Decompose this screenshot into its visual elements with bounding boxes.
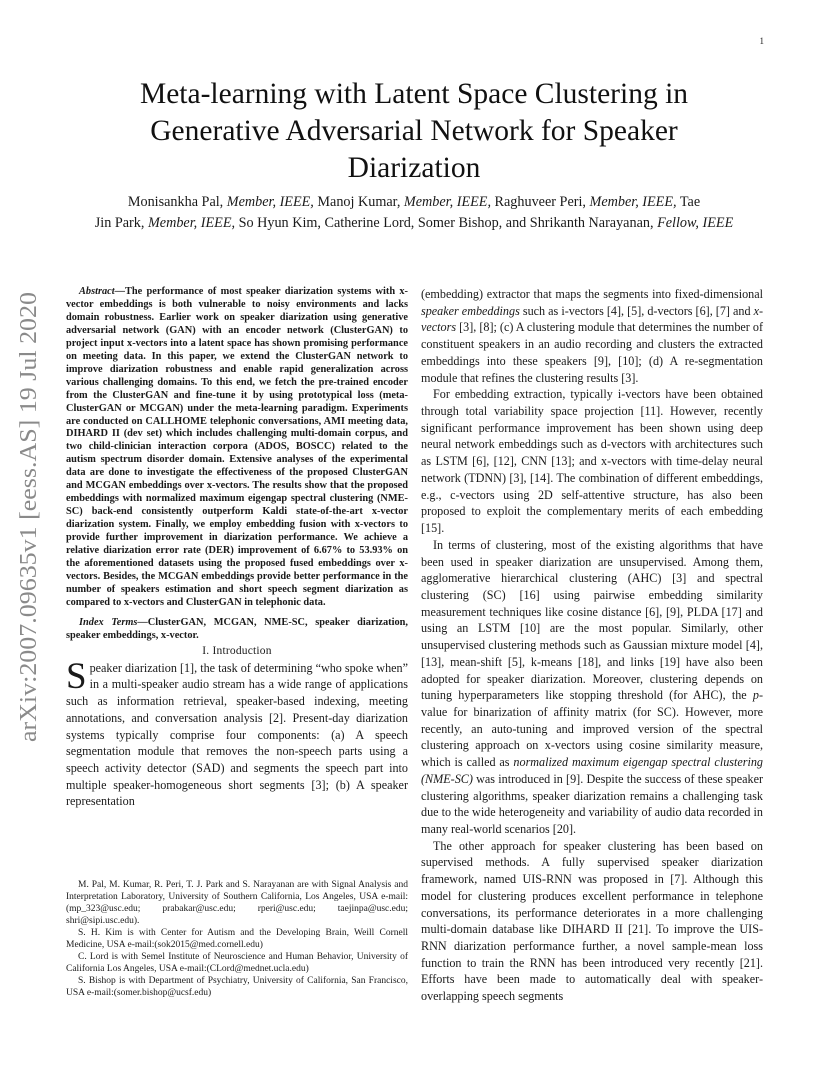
text-run: was introduced in [9]. Despite the success of these speaker clustering algorithms, speaker diarization remains a challenging task due to the wide heterogeneity and variability of audio data recorded in many real-world scenarios [20]. bbox=[421, 771, 763, 836]
title-line: Generative Adversarial Network for Speaker bbox=[150, 115, 678, 147]
page-number: 1 bbox=[759, 36, 764, 46]
body-paragraph: The other approach for speaker clustering has been based on supervised methods. A fully supervised speaker diarization framework, named UIS-RNN was proposed in [7]. Although this model for clustering produces excellent performance in telephone conversations, its performance deteriorates in a more challenging multi-domain database like DIHARD II [21]. To improve the UIS-RNN diarization performance further, a novel sample-mean loss function to train the RNN has been introduced very recently [21]. Efforts have been made to automatically deal with speaker-overlapping speech segments bbox=[421, 838, 763, 1004]
author-name: So Hyun Kim, Catherine Lord, Somer Bishop, and Shrikanth Narayanan, bbox=[235, 214, 658, 231]
abstract-text: —The performance of most speaker diarization systems with x-vector embeddings is both vulnerable to noisy environments and lacks domain robustness. Earlier work on speaker diarization using generative adversarial network (GAN) with an encoder network (ClusterGAN) to project input x-vectors into a latent space has shown promising performance on meeting data. In this paper, we extend the ClusterGAN network to improve diarization robustness and enable rapid generalization across various challenging domains. To this end, we fetch the pre-trained encoder from the ClusterGAN and fine-tune it by using prototypical loss (meta-ClusterGAN or MCGAN) under the meta-learning paradigm. Experiments are conducted on CALLHOME telephonic conversations, AMI meeting data, DIHARD II (dev set) which includes challenging multi-domain corpus, and two child-clinician interaction corpora (ADOS, BOSCC) related to the autism spectrum disorder domain. Extensive analyses of the experimental data are done to investigate the effectiveness of the proposed ClusterGAN and MCGAN embeddings over x-vectors. The results show that the proposed embeddings with normalized maximum eigengap spectral clustering (NME-SC) back-end consistently outperform Kaldi state-of-the-art x-vector diarization system. Finally, we employ embedding fusion with x-vectors to provide further improvement in diarization performance. We achieve a relative diarization error rate (DER) improvement of 6.67% to 53.93% on the aforementioned datasets using the proposed fused embeddings over x-vectors. Besides, the MCGAN embeddings provide better performance in the number of speakers estimation and short speech segment diarization as compared to x-vectors and ClusterGAN in telephonic data. bbox=[66, 286, 408, 608]
author-line bbox=[80, 213, 748, 234]
drop-cap: S bbox=[66, 655, 87, 697]
author-line bbox=[80, 192, 748, 213]
text-run: -value for binarization of affinity matrix (for SC). However, more recently, an auto-tuning and improved version of the spectral clustering approach on x-vectors using cosine similarity measure, which is called as bbox=[421, 688, 763, 770]
author-name: Raghuveer Peri, bbox=[491, 194, 590, 210]
text-run: (embedding) extractor that maps the segments into fixed-dimensional bbox=[421, 287, 763, 301]
body-paragraph: For embedding extraction, typically i-vectors have been obtained through total variability space projection [11]. However, recently significant performance improvement has been shown using deep neural network embeddings such as d-vectors with architectures such as LSTM [6], [12], CNN [13]; and x-vectors with time-delay neural network (TDNN) [3], [14]. The combination of different embeddings, e.g., c-vectors using 2D self-attentive structure, has also been proposed to exploit the complementary merits of each embedding [15]. bbox=[421, 387, 763, 536]
index-terms bbox=[66, 617, 408, 643]
abstract bbox=[66, 286, 408, 610]
footnote: C. Lord is with Semel Institute of Neuroscience and Human Behavior, University of California Los Angeles, USA e-mail:(CLord@mednet.ucla.edu) bbox=[66, 952, 408, 974]
text-run: such as i-vectors [4], [5], d-vectors [6], [7] and bbox=[519, 303, 754, 318]
left-column bbox=[66, 286, 408, 810]
arxiv-stamp-text: arXiv:2007.09635v1 [eess.AS] 19 Jul 2020 bbox=[15, 317, 42, 742]
italic-run: speaker embeddings bbox=[421, 303, 520, 318]
arxiv-stamp-svg bbox=[6, 292, 46, 742]
author-role: Member, IEEE, bbox=[147, 214, 236, 231]
abstract-label: Abstract bbox=[79, 286, 115, 297]
intro-paragraph bbox=[66, 655, 408, 810]
italic-run: p bbox=[752, 688, 759, 703]
footnote: S. H. Kim is with Center for Autism and the Developing Brain, Weill Cornell Medicine, USA e-mail:(sok2015@med.cornell.edu) bbox=[66, 927, 408, 950]
author-name: Monisankha Pal, bbox=[127, 194, 227, 210]
text-run: [3], [8]; (c) A clustering module that determines the number of constituent speakers in an audio recording and clusters the extracted embeddings into these speakers [9], [10]; (d) A re-segmentation module that refines the clustering results [3]. bbox=[421, 320, 763, 385]
italic-run: x-vectors bbox=[421, 303, 764, 335]
author-role: Fellow, IEEE bbox=[657, 214, 734, 231]
footnotes bbox=[66, 880, 408, 1000]
author-role: Member, IEEE, bbox=[589, 194, 677, 210]
intro-paragraph-text: peaker diarization [1], the task of determining “who spoke when” in a multi-speaker audio stream has a wide range of applications such as information retrieval, speaker-based indexing, meeting annotations, and conversation analysis [2]. Present-day diarization systems typically comprise four components: (a) A speech segmentation module that removes the non-speech parts using a speech activity detector (SAD) and segments the speech part into multiple speaker-homogeneous short segments [3]; (b) A speaker representation bbox=[66, 660, 408, 809]
title-line: Meta-learning with Latent Space Clustering in bbox=[139, 78, 689, 110]
index-terms-label: Index Terms bbox=[79, 616, 138, 628]
right-column bbox=[421, 286, 763, 1005]
footnote: M. Pal, M. Kumar, R. Peri, T. J. Park and S. Narayanan are with Signal Analysis and Interpretation Laboratory, University of Southern California, Los Angeles, USA e-mail: (mp_323@usc.edu; prabakar@usc.edu; rperi@usc.edu; taejinpa@usc.edu; shri@sipi.usc.edu). bbox=[66, 880, 408, 926]
author-name: Jin Park, bbox=[94, 214, 148, 231]
title-line: Diarization bbox=[347, 152, 481, 184]
section-heading-introduction: I. Introduction bbox=[202, 644, 272, 657]
text-run: In terms of clustering, most of the existing algorithms that have been used in speaker diarization are unsupervised. Among them, agglomerative hierarchical clustering (AHC) [3] and spectral clustering (SC) [16] using pairwise embedding similarity measurement techniques like cosine distance [6], [9], PLDA [17] and using an LSTM [10] are the most popular. Similarly, other unsupervised clustering methods such as Gaussian mixture model [4], [13], mean-shift [5], k-means [18], and links [19] have also been adopted for speaker diarization. Moreover, clustering depends on tuning hyperparameters like stopping threshold (for AHC), the bbox=[421, 537, 763, 703]
arxiv-stamp bbox=[6, 292, 46, 742]
index-terms-text: —ClusterGAN, MCGAN, NME-SC, speaker diarization, speaker embeddings, x-vector. bbox=[66, 616, 409, 641]
paper-title bbox=[90, 76, 738, 187]
author-list bbox=[80, 192, 748, 233]
author-name: Tae bbox=[676, 194, 701, 210]
body-paragraph bbox=[421, 537, 763, 838]
author-name: Manoj Kumar, bbox=[313, 194, 404, 210]
italic-run: normalized maximum eigengap spectral clustering (NME-SC) bbox=[421, 755, 763, 786]
author-role: Member, IEEE, bbox=[226, 194, 314, 210]
footnote: S. Bishop is with Department of Psychiatry, University of California, San Francisco, USA e-mail:(somer.bishop@ucsf.edu) bbox=[66, 976, 408, 999]
author-role: Member, IEEE, bbox=[403, 194, 491, 210]
body-paragraph bbox=[421, 286, 763, 386]
